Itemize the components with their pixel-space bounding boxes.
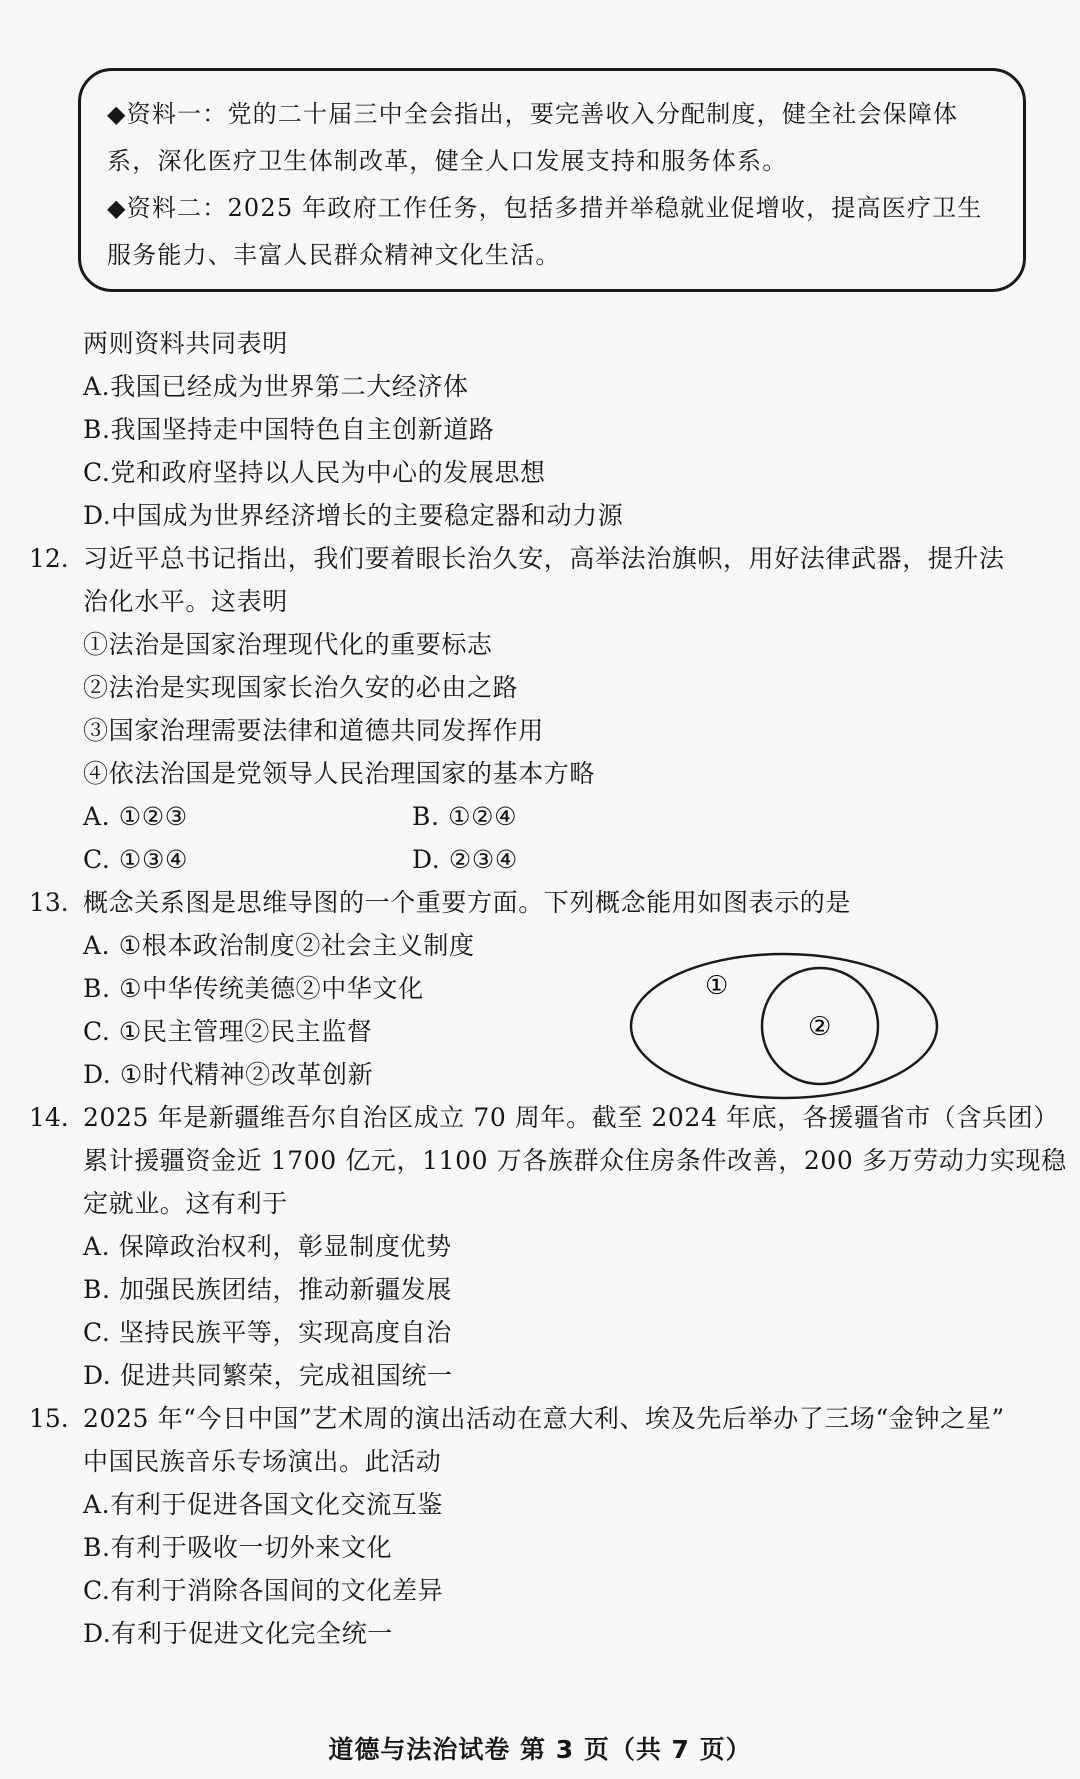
q11-option-d: D.中国成为世界经济增长的主要稳定器和动力源 [83, 501, 624, 530]
q14-number: 14. [29, 1103, 69, 1132]
q12-option-a: A. ①②③ [83, 802, 188, 831]
q13-option-a: A. ①根本政治制度②社会主义制度 [83, 931, 475, 960]
q12-item-1: ①法治是国家治理现代化的重要标志 [83, 630, 493, 659]
q12-item-2: ②法治是实现国家长治久安的必由之路 [83, 673, 519, 702]
q12-stem-line-2: 治化水平。这表明 [83, 587, 288, 616]
q15-number: 15. [29, 1404, 69, 1433]
q12-item-4: ④依法治国是党领导人民治理国家的基本方略 [83, 759, 596, 788]
q14-option-c: C. 坚持民族平等，实现高度自治 [83, 1318, 452, 1347]
q15-option-d: D.有利于促进文化完全统一 [83, 1619, 393, 1648]
q12-stem-line-1: 习近平总书记指出，我们要着眼长治久安，高举法治旗帜，用好法律武器，提升法 [83, 544, 1005, 573]
q14-option-b: B. 加强民族团结，推动新疆发展 [83, 1275, 452, 1304]
q13-option-d: D. ①时代精神②改革创新 [83, 1060, 374, 1089]
materials-box [78, 68, 1026, 292]
q15-option-a: A.有利于促进各国文化交流互鉴 [83, 1490, 444, 1519]
material-1-line-1: ◆资料一：党的二十届三中全会指出，要完善收入分配制度，健全社会保障体 [107, 100, 959, 128]
q15-stem-line-2: 中国民族音乐专场演出。此活动 [83, 1447, 442, 1476]
q13-stem: 概念关系图是思维导图的一个重要方面。下列概念能用如图表示的是 [83, 888, 852, 917]
q12-option-b: B. ①②④ [412, 802, 518, 831]
concept-diagram [628, 950, 940, 1102]
q12-option-d: D. ②③④ [412, 845, 518, 874]
material-2-line-2: 服务能力、丰富人民群众精神文化生活。 [107, 241, 561, 269]
q11-option-a: A.我国已经成为世界第二大经济体 [83, 372, 469, 401]
q12-item-3: ③国家治理需要法律和道德共同发挥作用 [83, 716, 544, 745]
q14-option-d: D. 促进共同繁荣，完成祖国统一 [83, 1361, 453, 1390]
q14-stem-line-2: 累计援疆资金近 1700 亿元，1100 万各族群众住房条件改善，200 多万劳动力实现稳 [83, 1146, 1067, 1175]
q12-option-c: C. ①③④ [83, 845, 188, 874]
inner-label: ② [808, 1012, 832, 1042]
q15-option-b: B.有利于吸收一切外来文化 [83, 1533, 393, 1562]
outer-label: ① [705, 971, 729, 1001]
q14-option-a: A. 保障政治权利，彰显制度优势 [83, 1232, 452, 1261]
q13-number: 13. [29, 888, 69, 917]
q11-option-b: B.我国坚持走中国特色自主创新道路 [83, 415, 495, 444]
outer-ellipse [631, 954, 937, 1098]
material-2-line-1: ◆资料二：2025 年政府工作任务，包括多措并举稳就业促增收，提高医疗卫生 [107, 194, 983, 222]
q14-stem-line-3: 定就业。这有利于 [83, 1189, 288, 1218]
page-footer: 道德与法治试卷 第 3 页（共 7 页） [328, 1735, 752, 1764]
q13-option-b: B. ①中华传统美德②中华文化 [83, 974, 424, 1003]
q15-option-c: C.有利于消除各国间的文化差异 [83, 1576, 444, 1605]
q12-number: 12. [29, 544, 69, 573]
q11-stem: 两则资料共同表明 [83, 329, 288, 358]
q15-stem-line-1: 2025 年“今日中国”艺术周的演出活动在意大利、埃及先后举办了三场“金钟之星” [83, 1404, 1005, 1433]
q13-option-c: C. ①民主管理②民主监督 [83, 1017, 373, 1046]
q14-stem-line-1: 2025 年是新疆维吾尔自治区成立 70 周年。截至 2024 年底，各援疆省市（含兵团） [83, 1103, 1059, 1132]
q11-option-c: C.党和政府坚持以人民为中心的发展思想 [83, 458, 546, 487]
material-1-line-2: 系，深化医疗卫生体制改革，健全人口发展支持和服务体系。 [107, 147, 788, 175]
